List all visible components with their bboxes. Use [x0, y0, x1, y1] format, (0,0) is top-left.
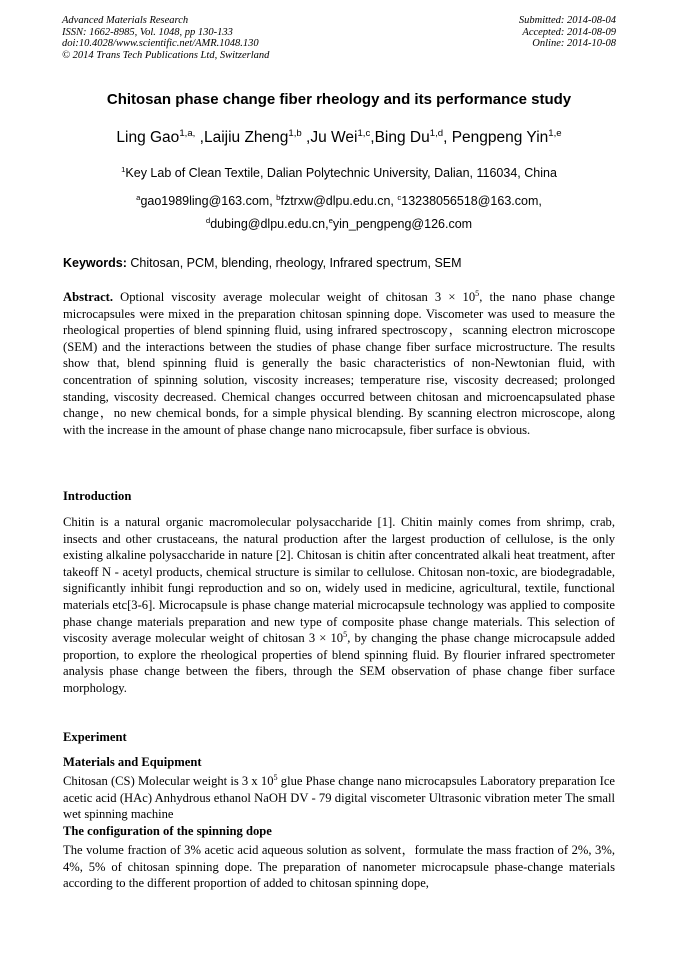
accepted-date: Accepted: 2014-08-09: [522, 26, 616, 38]
email-mark: d: [205, 215, 211, 225]
affiliation-mark: 1: [121, 164, 126, 174]
keywords-text: Chitosan, PCM, blending, rheology, Infrared spectrum, SEM: [126, 256, 462, 270]
section-heading-experiment: Experiment: [63, 730, 127, 744]
materials-text: Chitosan (CS) Molecular weight is 3 x 10: [63, 774, 274, 788]
submitted-date: Submitted: 2014-08-04: [518, 15, 616, 26]
doi-line: doi:10.4028/www.scientific.net/AMR.1048.130: [62, 38, 259, 49]
keywords-label: Keywords:: [63, 256, 127, 270]
introduction-exponent: 5: [343, 629, 348, 639]
author-email[interactable]: yin_pengpeng@126.com: [332, 217, 473, 231]
author-emails-line-2: [0, 217, 678, 231]
email-mark: b: [276, 192, 281, 202]
affiliation: [0, 166, 678, 180]
email-mark: e: [328, 215, 333, 225]
abstract: [63, 289, 615, 438]
subsection-heading-configuration: The configuration of the spinning dope: [63, 824, 272, 838]
author-separator: ,: [443, 129, 452, 146]
author-separator: ,: [195, 129, 204, 146]
author-affiliation-mark: 1,a,: [179, 127, 196, 139]
email-mark: a: [136, 192, 141, 202]
author-name: Laijiu Zheng: [203, 129, 289, 146]
paper-title: Chitosan phase change fiber rheology and its performance study: [106, 91, 572, 108]
introduction-paragraph: [63, 514, 615, 697]
author-name: Ju Wei: [310, 129, 358, 146]
author-list: [0, 129, 678, 147]
section-heading-introduction: Introduction: [63, 489, 132, 503]
materials-paragraph: [63, 773, 615, 823]
author-name: Bing Du: [374, 129, 430, 146]
email-mark: c: [397, 192, 402, 202]
abstract-text: , the nano phase change microcapsules were mixed in the preparation chitosan spinning dope. Viscometer was used to measure the rheological properties of blend spinning fluid, using infrared spectroscopy，scanning electron microscope (SEM) and the interactions between the studies of phase change fiber surface microstructure. The results show that, blend spinning fluid is generally the basic characteristics of non-Newtonian fluid, with concentration of spinning solution, viscosity increases; temperature rise, viscosity decreased; prolonged standing, viscosity decreased. Chemical changes occurred between chitosan and microencapsulated phase change，no new chemical bonds, for a simple physical blending. By scanning electron microscope, along with the increase in the amount of phase change nano microcapsule, fiber surface is obvious.: [63, 290, 615, 437]
author-email[interactable]: 13238056518@163.com,: [401, 194, 542, 208]
abstract-label: Abstract.: [63, 290, 114, 304]
author-emails-line-1: [0, 194, 678, 208]
affiliation-text: Key Lab of Clean Textile, Dalian Polytechnic University, Dalian, 116034, China: [125, 166, 557, 180]
author-affiliation-mark: 1,e: [548, 127, 562, 139]
configuration-paragraph: The volume fraction of 3% acetic acid aqueous solution as solvent，formulate the mass fraction of 2%, 3%, 4%, 5% of chitosan spinning dope. The preparation of nanometer microcapsule phase-change materials according to the different proportion of added to chitosan spinning dope,: [63, 843, 615, 891]
author-affiliation-mark: 1,b: [288, 127, 302, 139]
submission-dates: [519, 15, 616, 50]
author-affiliation-mark: 1,c: [357, 127, 371, 139]
materials-text: glue Phase change nano microcapsules Laboratory preparation Ice acetic acid (HAc) Anhydrous ethanol NaOH DV - 79 digital viscometer Ultrasonic vibration meter The small wet spinning machine: [63, 774, 615, 822]
materials-exponent: 5: [273, 772, 278, 782]
online-date: Online: 2014-10-08: [532, 38, 616, 49]
keywords: [63, 256, 615, 270]
author-email[interactable]: fztrxw@dlpu.edu.cn,: [280, 194, 398, 208]
copyright-line: © 2014 Trans Tech Publications Ltd, Switzerland: [62, 49, 270, 61]
introduction-text: , by changing the phase change microcapsule added proportion, to explore the rheological properties of blend spinning fluid. By flourier infrared spectrometer analysis phase change between the fibers, through the SEM observation of phase change fiber surface morphology.: [63, 631, 615, 695]
issn-line: ISSN: 1662-8985, Vol. 1048, pp 130-133: [62, 26, 233, 38]
author-separator: ,: [370, 129, 375, 146]
subsection-heading-materials: Materials and Equipment: [63, 755, 202, 769]
journal-info: [62, 15, 269, 61]
author-name: Ling Gao: [116, 129, 180, 146]
abstract-text: Optional viscosity average molecular weight of chitosan 3 × 10: [113, 290, 476, 304]
author-name: Pengpeng Yin: [451, 129, 549, 146]
introduction-text: Chitin is a natural organic macromolecular polysaccharide [1]. Chitin mainly comes from shrimp, crab, insects and other crustaceans, the natural production after the largest production of cellulose, is the only existing alkaline polysaccharide in nature [2]. Chitosan is chitin after concentrated alkali heat treatment, after takeoff N - acetyl products, chemical structure is similar to cellulose. Chitosan non-toxic, are biodegradable, significantly inhibit fungi reproduction and so on, widely used in medicine, agricultural, textile, functional materials etc[3-6]. Microcapsule is phase change material microcapsule technology was applied to composite phase change materials preparation and new type of composite phase change materials. This selection of viscosity average molecular weight of chitosan 3 × 10: [63, 515, 615, 646]
author-email[interactable]: gao1989ling@163.com,: [140, 194, 277, 208]
author-separator: ,: [301, 129, 311, 146]
journal-name: Advanced Materials Research: [62, 15, 189, 26]
abstract-exponent: 5: [475, 288, 480, 298]
author-affiliation-mark: 1,d: [429, 127, 444, 139]
author-email[interactable]: dubing@dlpu.edu.cn,: [210, 217, 329, 231]
